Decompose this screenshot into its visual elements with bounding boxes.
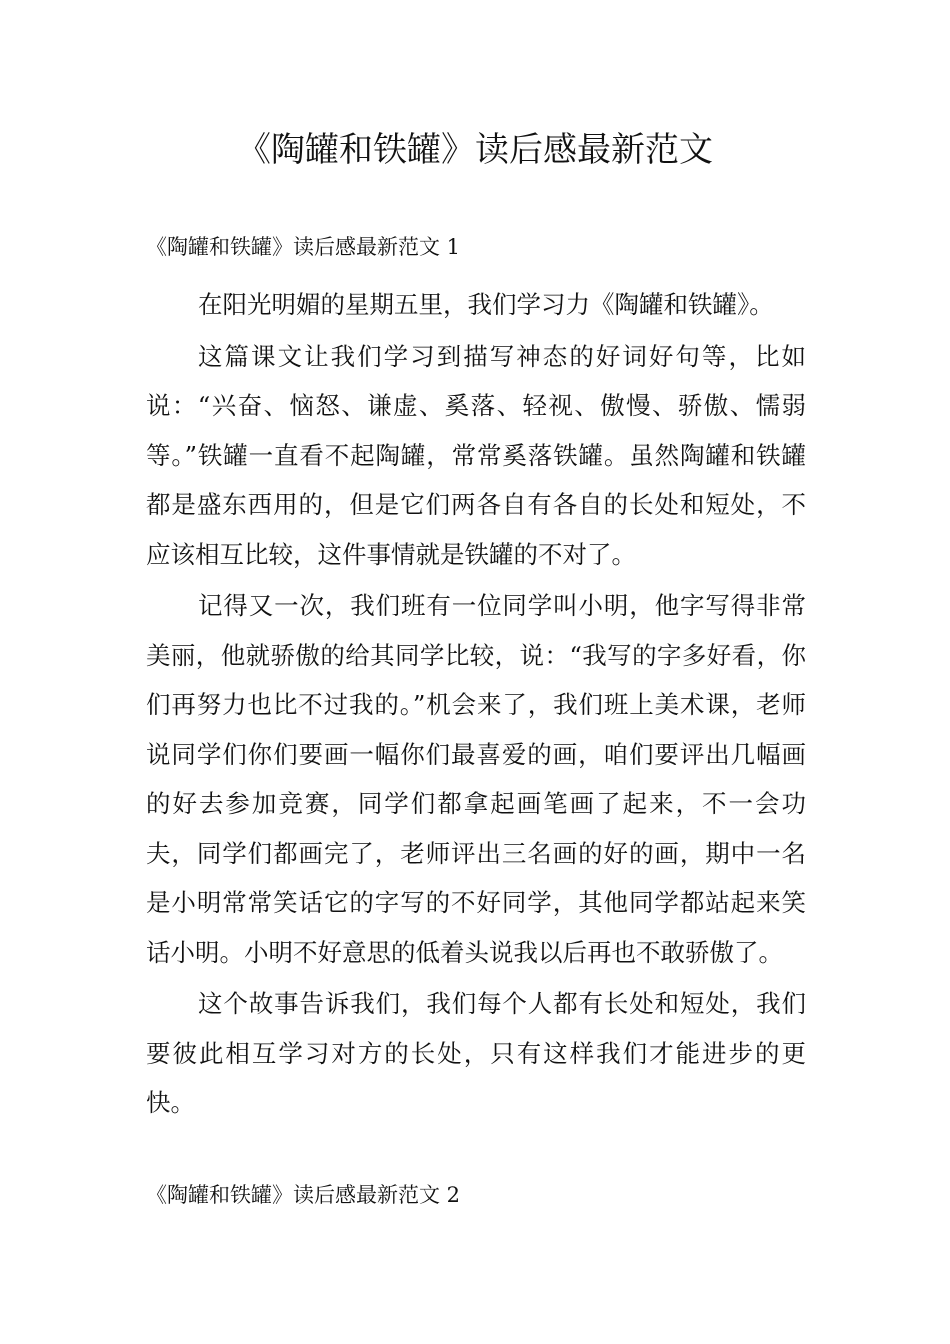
paragraph-2: 这篇课文让我们学习到描写神态的好词好句等，比如说：“兴奋、恼怒、谦虚、奚落、轻视、傲慢、骄傲、懦弱等。”铁罐一直看不起陶罐，常常奚落铁罐。虽然陶罐和铁罐都是盛东西用的，但是它们两各自有各自的长处和短处，不应该相互比较，这件事情就是铁罐的不对了。 [146, 341, 806, 569]
document-body [146, 280, 806, 1130]
document-title: 《陶罐和铁罐》读后感最新范文 [237, 130, 713, 170]
section-heading-2: 《陶罐和铁罐》读后感最新范文 2 [146, 1183, 461, 1207]
section-heading-1: 《陶罐和铁罐》读后感最新范文 1 [146, 235, 461, 259]
paragraph-3: 记得又一次，我们班有一位同学叫小明，他字写得非常美丽，他就骄傲的给其同学比较，说：“我写的字多好看，你们再努力也比不过我的。”机会来了，我们班上美术课，老师说同学们你们要画一幅你们最喜爱的画，咱们要评出几幅画的好去参加竞赛，同学们都拿起画笔画了起来，不一会功夫，同学们都画完了，老师评出三名画的好的画，期中一名是小明常常笑话它的字写的不好同学，其他同学都站起来笑话小明。小明不好意思的低着头说我以后再也不敢骄傲了。 [146, 591, 806, 967]
paragraph-1: 在阳光明媚的星期五里，我们学习力《陶罐和铁罐》。 [198, 290, 774, 319]
paragraph-4: 这个故事告诉我们，我们每个人都有长处和短处，我们要彼此相互学习对方的长处，只有这样我们才能进步的更快。 [146, 989, 806, 1117]
